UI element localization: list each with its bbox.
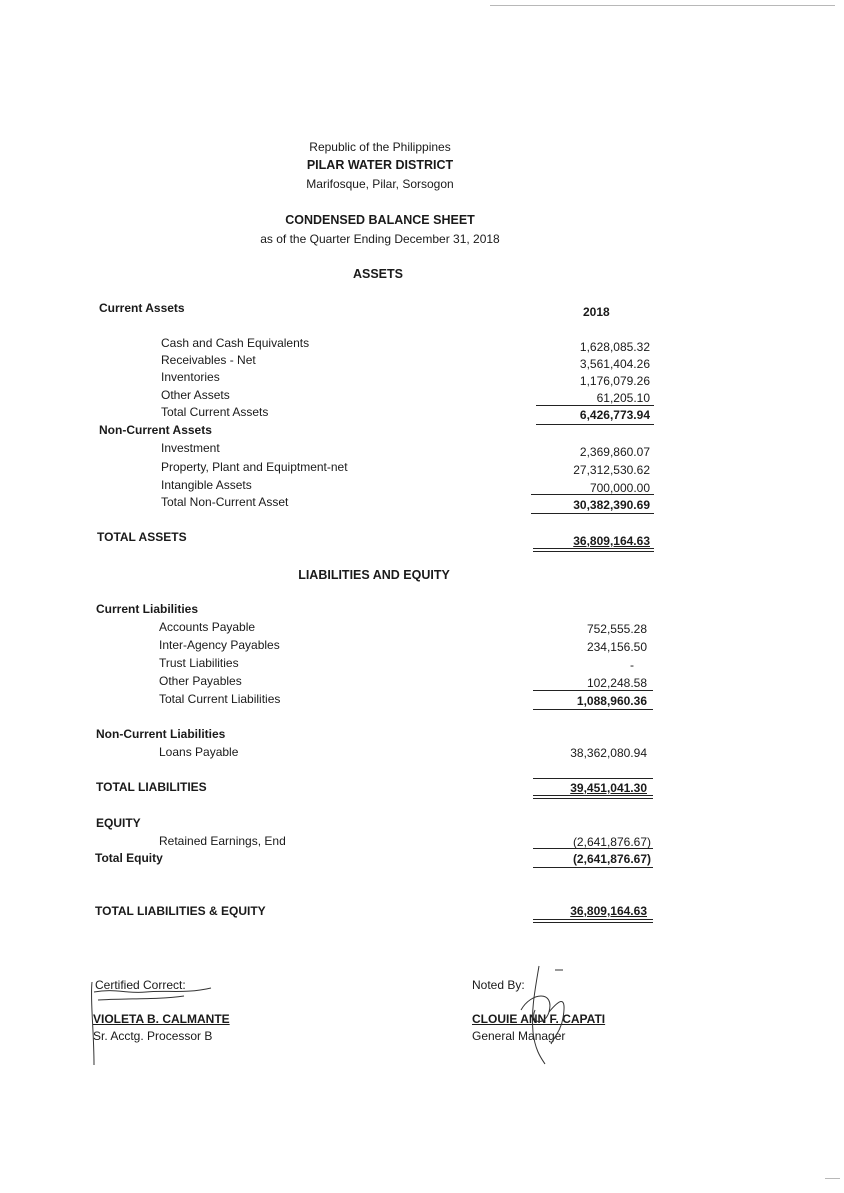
total-current-assets-label: Total Current Assets <box>161 405 269 419</box>
total-assets-label: TOTAL ASSETS <box>97 530 187 544</box>
line-amount: 3,561,404.26 <box>579 357 650 371</box>
scan-edge-line <box>490 5 835 6</box>
total-liabilities-label: TOTAL LIABILITIES <box>96 780 207 794</box>
total-liabilities-equity-amount: 36,809,164.63 <box>570 904 647 918</box>
double-rule <box>533 798 653 799</box>
certifier-position: Sr. Acctg. Processor B <box>93 1029 213 1043</box>
equity-title: EQUITY <box>96 816 141 830</box>
certified-correct-caption: Certified Correct: <box>95 978 186 992</box>
double-rule <box>533 919 653 920</box>
line-amount: 1,176,079.26 <box>579 374 650 388</box>
subtotal-rule <box>533 690 653 691</box>
total-equity-amount: (2,641,876.67) <box>572 852 651 866</box>
line-label: Intangible Assets <box>161 478 252 492</box>
total-noncurrent-assets-label: Total Non-Current Asset <box>161 495 289 509</box>
double-rule <box>533 795 653 796</box>
right-signature-mark <box>505 960 595 1070</box>
line-label: Inventories <box>161 370 220 384</box>
current-assets-title: Current Assets <box>99 301 185 315</box>
noncurrent-liabilities-title: Non-Current Liabilities <box>96 727 226 741</box>
line-label: Other Assets <box>161 388 230 402</box>
noted-by-caption: Noted By: <box>472 978 525 992</box>
total-rule <box>533 709 653 710</box>
scan-edge-line-right <box>825 1178 840 1179</box>
line-amount: 27,312,530.62 <box>573 463 650 477</box>
assets-heading: ASSETS <box>352 267 403 281</box>
subtotal-rule <box>536 405 654 406</box>
line-amount: 102,248.58 <box>586 676 647 690</box>
total-current-assets-amount: 6,426,773.94 <box>579 408 650 422</box>
total-current-liabilities-amount: 1,088,960.36 <box>576 694 647 708</box>
year-column-label: 2018 <box>583 305 610 319</box>
line-label: Loans Payable <box>159 745 239 759</box>
line-amount: 61,205.10 <box>596 391 650 405</box>
document-title: CONDENSED BALANCE SHEET <box>285 213 475 227</box>
line-label: Investment <box>161 441 220 455</box>
line-amount: 700,000.00 <box>589 481 650 495</box>
country-line: Republic of the Philippines <box>309 140 451 154</box>
noncurrent-assets-title: Non-Current Assets <box>99 423 212 437</box>
current-liabilities-title: Current Liabilities <box>96 602 199 616</box>
double-rule <box>533 922 653 923</box>
agency-name: PILAR WATER DISTRICT <box>306 158 454 172</box>
left-signature-mark <box>86 970 246 1070</box>
total-current-liabilities-label: Total Current Liabilities <box>159 692 281 706</box>
total-rule <box>536 424 654 425</box>
line-label: Cash and Cash Equivalents <box>161 336 310 350</box>
total-rule <box>531 513 654 514</box>
agency-address: Marifosque, Pilar, Sorsogon <box>306 177 454 191</box>
approver-name: CLOUIE ANN F. CAPATI <box>472 1012 606 1026</box>
total-noncurrent-assets-amount: 30,382,390.69 <box>573 498 650 512</box>
subtotal-rule <box>531 494 654 495</box>
subtotal-rule <box>533 848 653 849</box>
total-liabilities-equity-label: TOTAL LIABILITIES & EQUITY <box>95 904 266 918</box>
line-label: Retained Earnings, End <box>159 834 286 848</box>
liabilities-heading: LIABILITIES AND EQUITY <box>298 568 450 582</box>
total-rule <box>533 867 653 868</box>
line-amount: 38,362,080.94 <box>570 746 647 760</box>
line-amount: (2,641,876.67) <box>572 835 651 849</box>
total-liabilities-amount: 39,451,041.30 <box>570 781 647 795</box>
subtotal-rule <box>533 778 653 779</box>
line-label: Accounts Payable <box>159 620 256 634</box>
double-rule <box>533 551 654 552</box>
line-amount: - <box>630 658 634 672</box>
line-label: Property, Plant and Equiptment-net <box>161 460 348 474</box>
certifier-name: VIOLETA B. CALMANTE <box>93 1012 230 1026</box>
line-label: Receivables - Net <box>161 353 256 367</box>
document-period: as of the Quarter Ending December 31, 2018 <box>260 232 500 246</box>
total-equity-label: Total Equity <box>95 851 163 865</box>
total-assets-amount: 36,809,164.63 <box>573 534 650 548</box>
line-amount: 752,555.28 <box>586 622 647 636</box>
line-amount: 2,369,860.07 <box>579 445 650 459</box>
line-label: Other Payables <box>159 674 242 688</box>
line-label: Trust Liabilities <box>159 656 239 670</box>
line-label: Inter-Agency Payables <box>159 638 280 652</box>
line-amount: 1,628,085.32 <box>579 340 650 354</box>
double-rule <box>533 548 654 549</box>
line-amount: 234,156.50 <box>586 640 647 654</box>
approver-position: General Manager <box>472 1029 566 1043</box>
